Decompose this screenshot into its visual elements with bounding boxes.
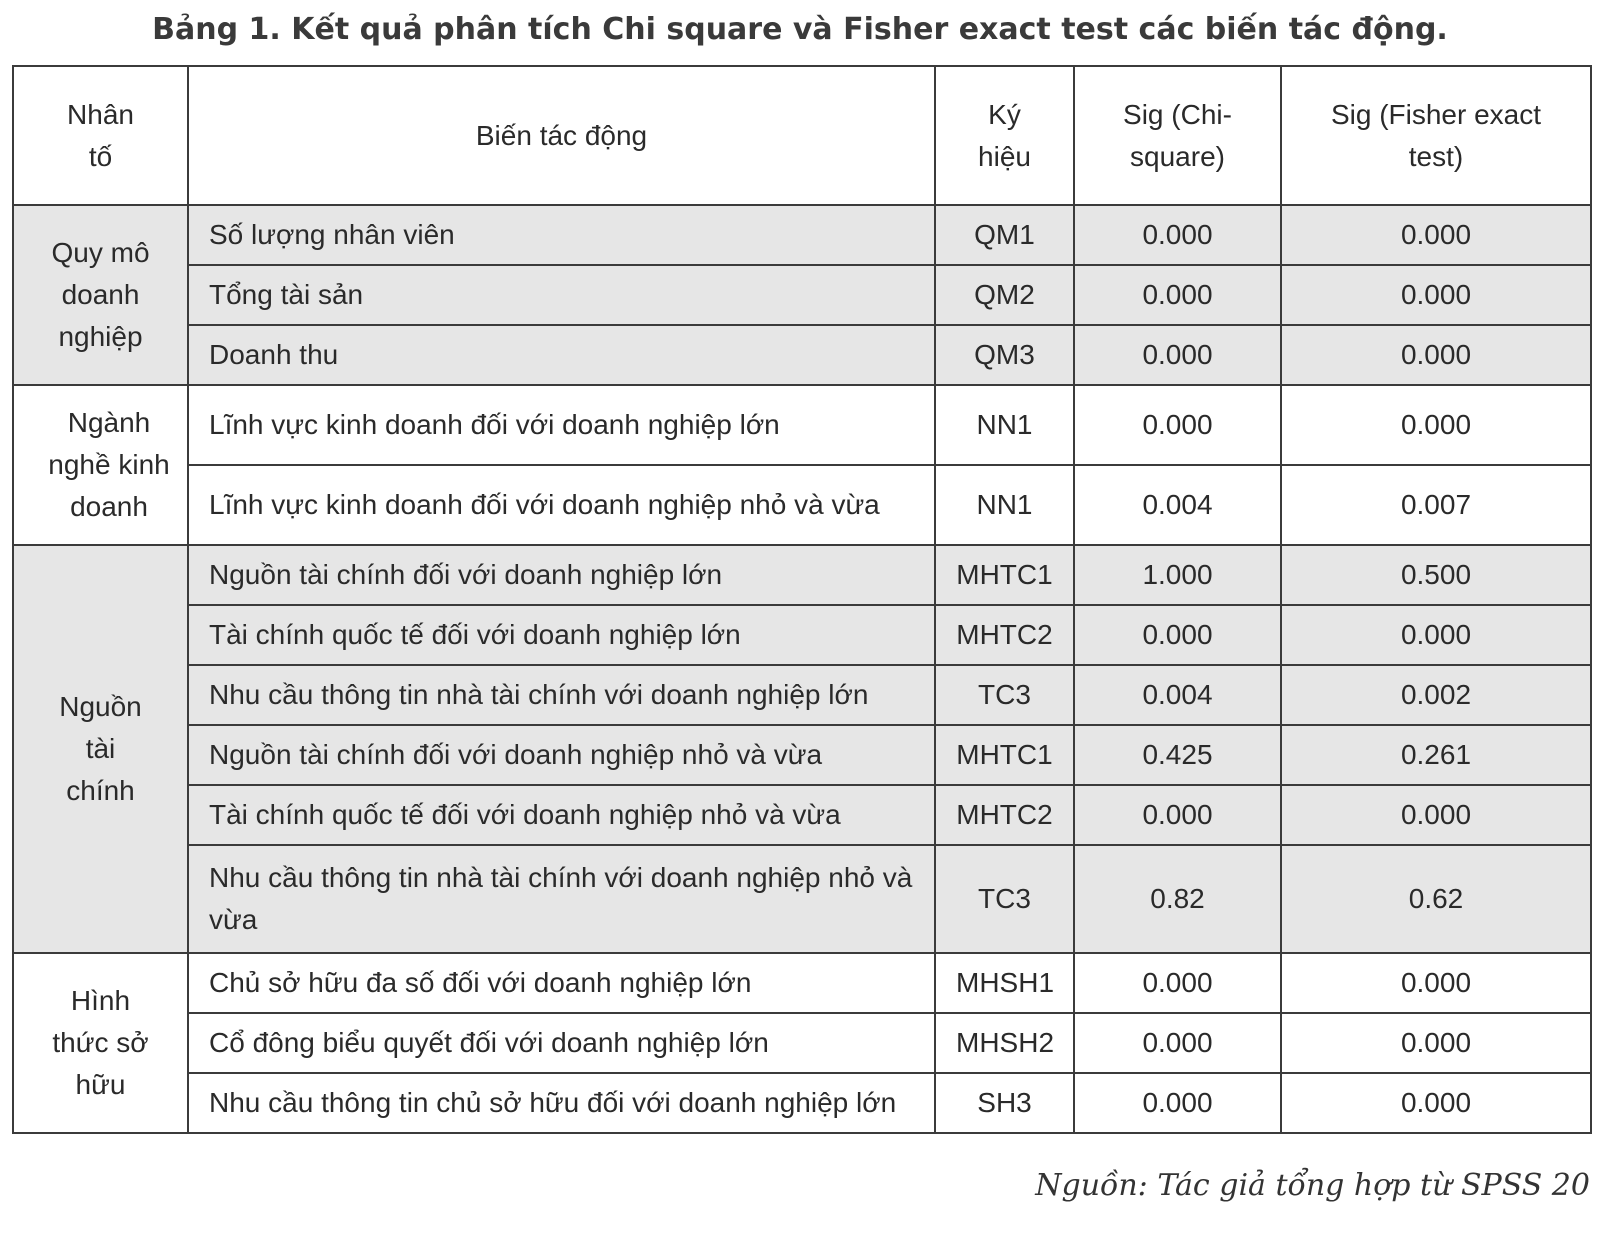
variable-cell: Tài chính quốc tế đối với doanh nghiệp lớn	[188, 605, 935, 665]
fisher-cell: 0.62	[1281, 845, 1591, 953]
variable-cell: Số lượng nhân viên	[188, 205, 935, 265]
symbol-cell: MHTC1	[935, 545, 1074, 605]
variable-cell: Nhu cầu thông tin nhà tài chính với doanh nghiệp nhỏ và vừa	[188, 845, 935, 953]
variable-cell: Nhu cầu thông tin chủ sở hữu đối với doanh nghiệp lớn	[188, 1073, 935, 1133]
variable-cell: Cổ đông biểu quyết đối với doanh nghiệp lớn	[188, 1013, 935, 1073]
fisher-cell: 0.007	[1281, 465, 1591, 545]
chi-square-cell: 0.004	[1074, 465, 1281, 545]
table-row	[13, 265, 1591, 325]
variable-cell: Doanh thu	[188, 325, 935, 385]
chi-square-cell: 0.000	[1074, 953, 1281, 1013]
table-row	[13, 465, 1591, 545]
symbol-cell: NN1	[935, 385, 1074, 465]
variable-cell: Lĩnh vực kinh doanh đối với doanh nghiệp lớn	[188, 385, 935, 465]
symbol-cell: MHSH2	[935, 1013, 1074, 1073]
symbol-cell: MHTC2	[935, 785, 1074, 845]
chi-square-cell: 0.000	[1074, 785, 1281, 845]
chi-square-cell: 1.000	[1074, 545, 1281, 605]
symbol-cell: QM2	[935, 265, 1074, 325]
symbol-cell: TC3	[935, 665, 1074, 725]
fisher-cell: 0.500	[1281, 545, 1591, 605]
variable-cell: Tài chính quốc tế đối với doanh nghiệp nhỏ và vừa	[188, 785, 935, 845]
table-row	[13, 845, 1591, 953]
factor-cell: Nguồn tài chính	[13, 545, 188, 953]
fisher-cell: 0.000	[1281, 1073, 1591, 1133]
header-row	[13, 66, 1591, 205]
chi-square-cell: 0.82	[1074, 845, 1281, 953]
fisher-cell: 0.000	[1281, 953, 1591, 1013]
symbol-cell: NN1	[935, 465, 1074, 545]
header-sig-fisher: Sig (Fisher exact test)	[1281, 66, 1591, 205]
chi-square-cell: 0.000	[1074, 205, 1281, 265]
factor-cell: Hình thức sở hữu	[13, 953, 188, 1133]
variable-cell: Nguồn tài chính đối với doanh nghiệp nhỏ và vừa	[188, 725, 935, 785]
table-row	[13, 953, 1591, 1013]
chi-square-cell: 0.425	[1074, 725, 1281, 785]
fisher-cell: 0.261	[1281, 725, 1591, 785]
fisher-cell: 0.000	[1281, 265, 1591, 325]
fisher-cell: 0.000	[1281, 205, 1591, 265]
table-row	[13, 605, 1591, 665]
table-row	[13, 325, 1591, 385]
factor-cell: Quy mô doanh nghiệp	[13, 205, 188, 385]
header-variable: Biến tác động	[188, 66, 935, 205]
chi-square-cell: 0.000	[1074, 1013, 1281, 1073]
chi-square-cell: 0.000	[1074, 1073, 1281, 1133]
variable-cell: Nhu cầu thông tin nhà tài chính với doanh nghiệp lớn	[188, 665, 935, 725]
header-factor: Nhân tố	[13, 66, 188, 205]
symbol-cell: MHTC2	[935, 605, 1074, 665]
fisher-cell: 0.000	[1281, 325, 1591, 385]
symbol-cell: TC3	[935, 845, 1074, 953]
table-row	[13, 1073, 1591, 1133]
fisher-cell: 0.000	[1281, 385, 1591, 465]
fisher-cell: 0.000	[1281, 605, 1591, 665]
fisher-cell: 0.000	[1281, 785, 1591, 845]
table-row	[13, 785, 1591, 845]
variable-cell: Tổng tài sản	[188, 265, 935, 325]
table-row	[13, 385, 1591, 465]
fisher-cell: 0.002	[1281, 665, 1591, 725]
chi-square-cell: 0.004	[1074, 665, 1281, 725]
factor-cell: Ngành nghề kinh doanh	[13, 385, 188, 545]
results-table	[12, 65, 1592, 1134]
source-note: Nguồn: Tác giả tổng hợp từ SPSS 20	[1035, 1168, 1590, 1203]
variable-cell: Chủ sở hữu đa số đối với doanh nghiệp lớn	[188, 953, 935, 1013]
table-row	[13, 205, 1591, 265]
header-symbol: Ký hiệu	[935, 66, 1074, 205]
symbol-cell: MHTC1	[935, 725, 1074, 785]
symbol-cell: QM3	[935, 325, 1074, 385]
chi-square-cell: 0.000	[1074, 265, 1281, 325]
symbol-cell: MHSH1	[935, 953, 1074, 1013]
table-row	[13, 545, 1591, 605]
symbol-cell: QM1	[935, 205, 1074, 265]
table-row	[13, 725, 1591, 785]
table-title: Bảng 1. Kết quả phân tích Chi square và Fisher exact test các biến tác động.	[152, 12, 1448, 47]
chi-square-cell: 0.000	[1074, 325, 1281, 385]
variable-cell: Lĩnh vực kinh doanh đối với doanh nghiệp nhỏ và vừa	[188, 465, 935, 545]
fisher-cell: 0.000	[1281, 1013, 1591, 1073]
symbol-cell: SH3	[935, 1073, 1074, 1133]
table-row	[13, 1013, 1591, 1073]
variable-cell: Nguồn tài chính đối với doanh nghiệp lớn	[188, 545, 935, 605]
chi-square-cell: 0.000	[1074, 385, 1281, 465]
table-row	[13, 665, 1591, 725]
header-sig-chi-square: Sig (Chi-square)	[1074, 66, 1281, 205]
chi-square-cell: 0.000	[1074, 605, 1281, 665]
